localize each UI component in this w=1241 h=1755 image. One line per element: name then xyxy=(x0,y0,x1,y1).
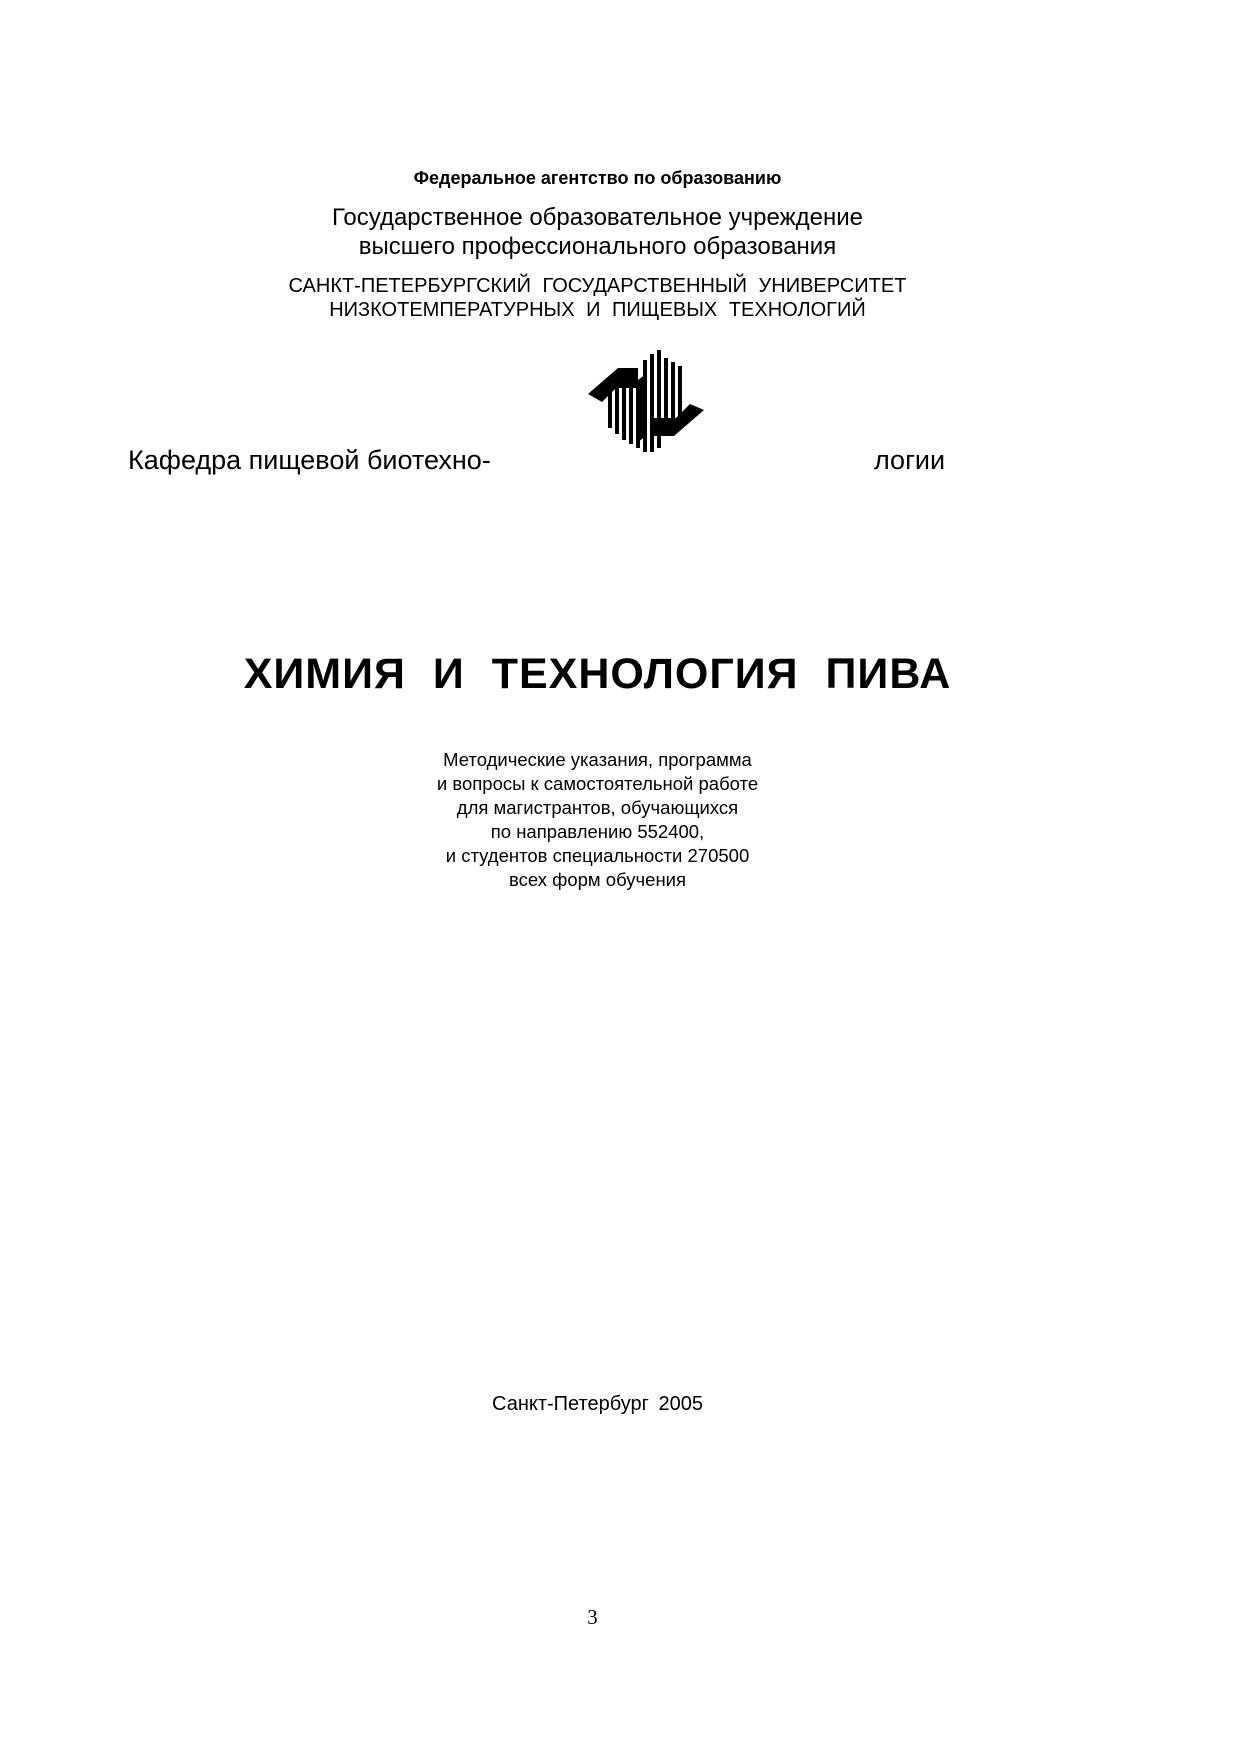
description-line: и студентов специальности 270500 xyxy=(445,845,750,866)
university-name-line-1: САНКТ-ПЕТЕРБУРГСКИЙ ГОСУДАРСТВЕННЫЙ УНИВЕРСИТЕТ xyxy=(288,275,907,297)
description-line: по направлению 552400, xyxy=(490,821,705,842)
description-line: и вопросы к самостоятельной работе xyxy=(436,773,759,794)
page-number: 3 xyxy=(587,1605,598,1629)
department-name-part-2: логии xyxy=(874,445,946,475)
document-title: ХИМИЯ И ТЕХНОЛОГИЯ ПИВА xyxy=(243,650,952,698)
university-name-line-2: НИЗКОТЕМПЕРАТУРНЫХ И ПИЩЕВЫХ ТЕХНОЛОГИЙ xyxy=(329,299,866,321)
institution-type-line-1: Государственное образовательное учреждение xyxy=(332,204,863,231)
city-and-year: Санкт-Петербург 2005 xyxy=(492,1393,703,1415)
description-line: Методические указания, программа xyxy=(443,749,752,770)
university-emblem-icon xyxy=(588,350,704,456)
agency-name: Федеральное агентство по образованию xyxy=(413,168,782,188)
description-line: всех форм обучения xyxy=(508,869,687,890)
description-line: для магистрантов, обучающихся xyxy=(456,797,739,818)
department-name-part-1: Кафедра пищевой биотехно- xyxy=(128,445,491,475)
institution-type-line-2: высшего профессионального образования xyxy=(358,233,837,260)
